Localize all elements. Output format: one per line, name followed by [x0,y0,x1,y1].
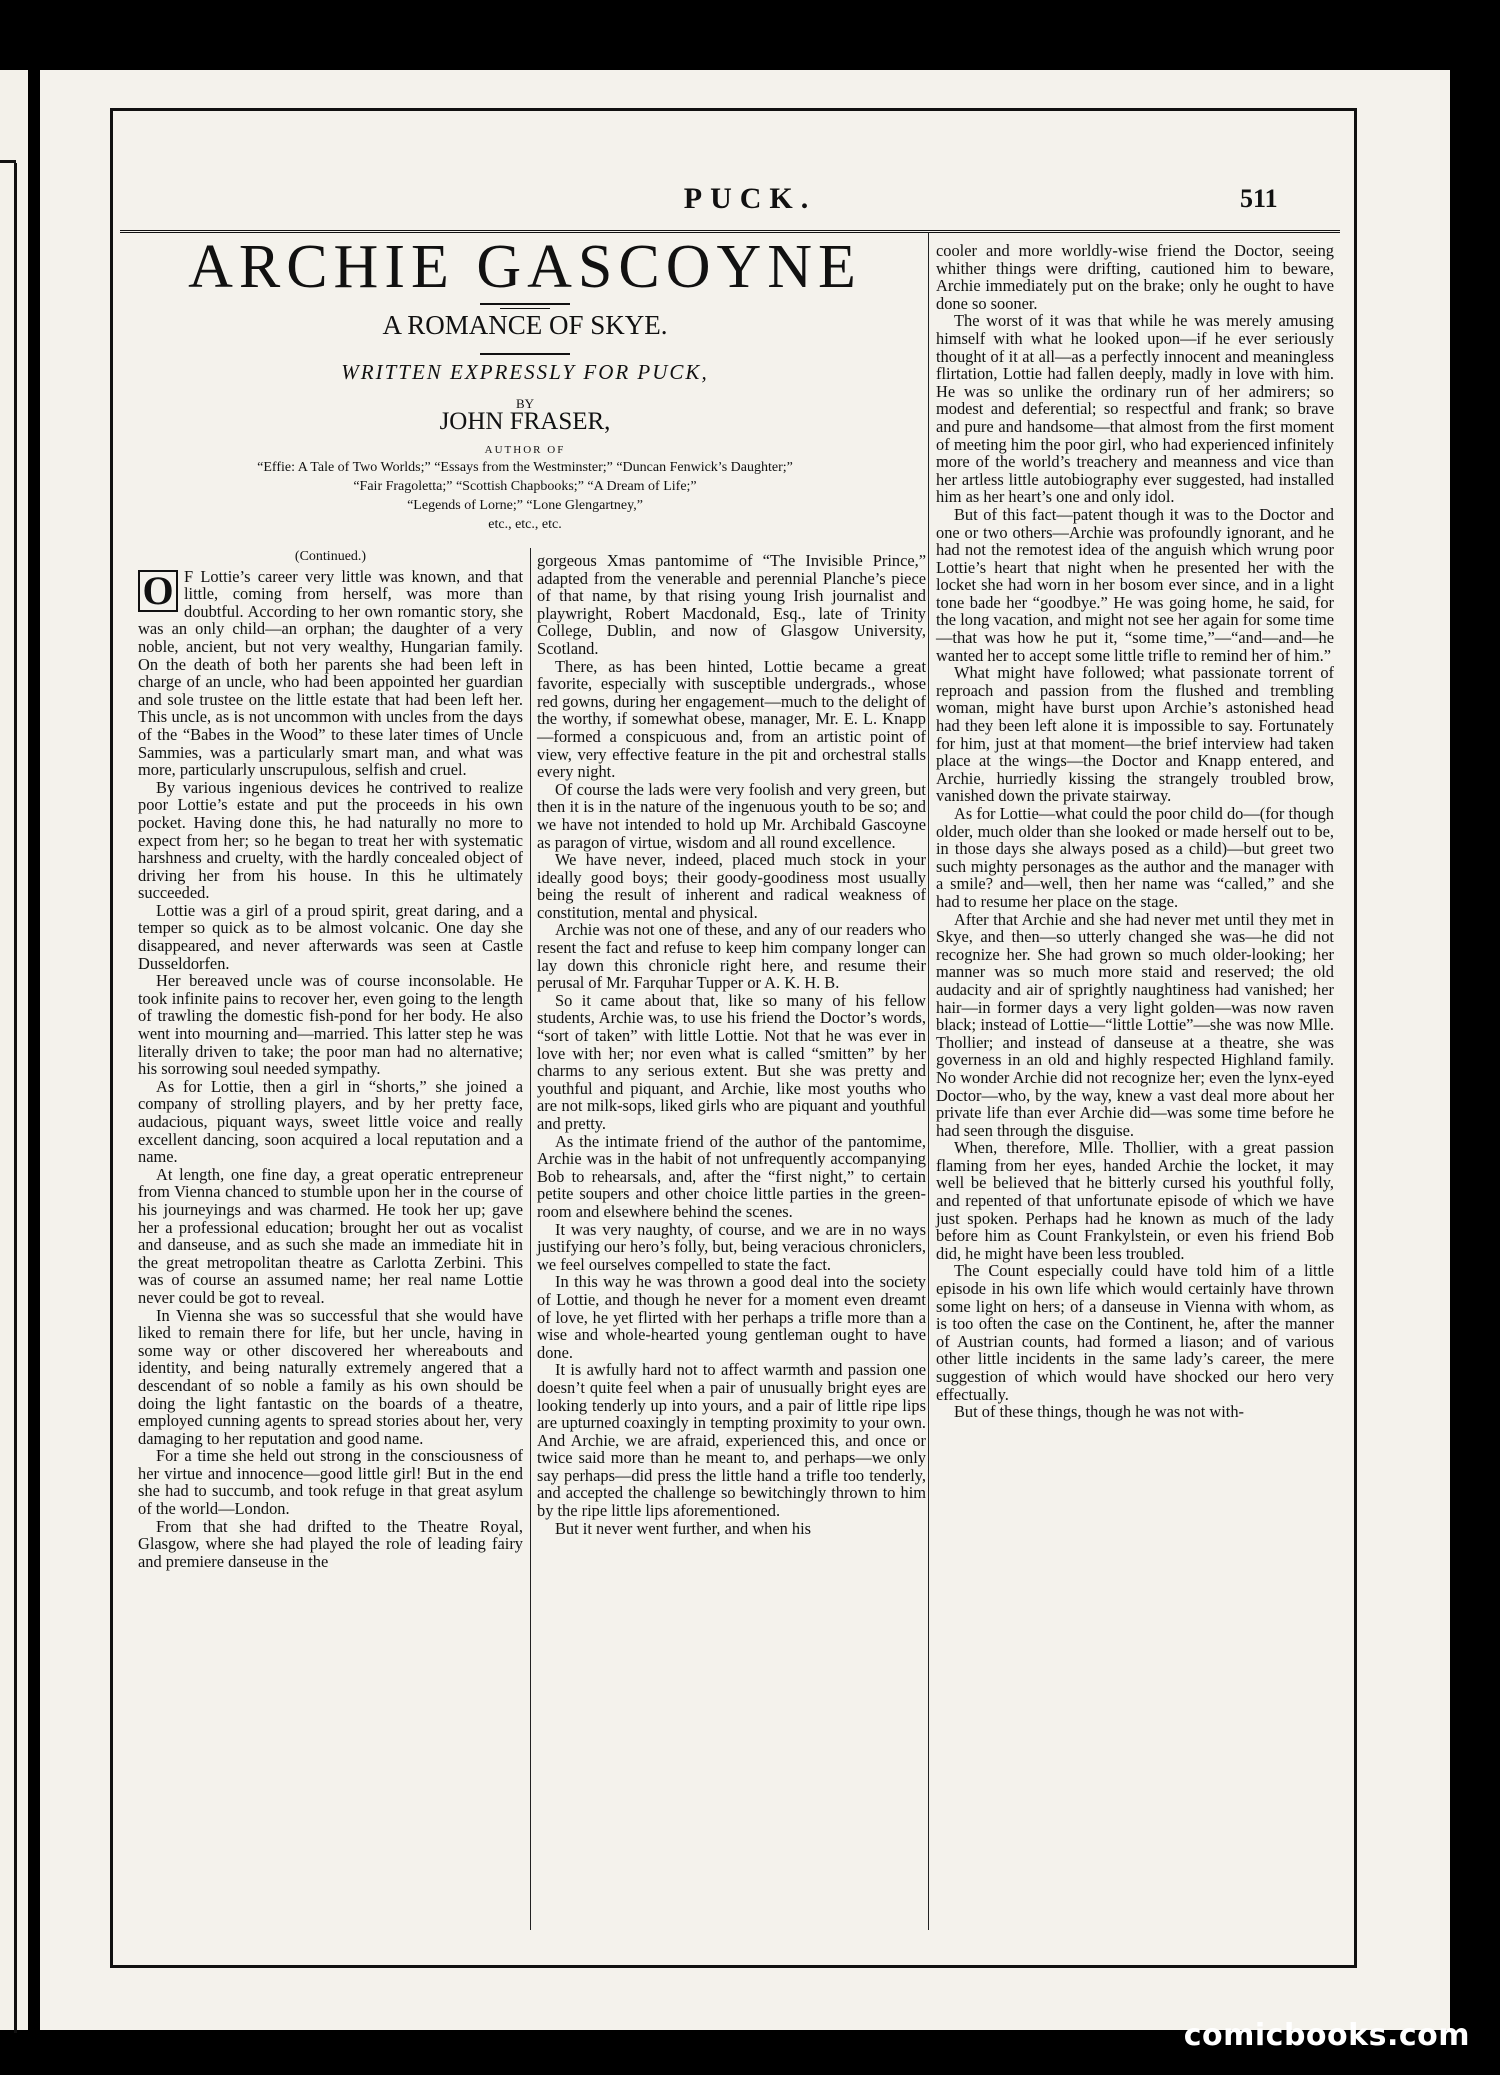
by-line: BY [515,396,535,411]
title-rule [480,303,570,305]
paragraph: After that Archie and she had never met until they met in Skye, and then—so utterly changed she was—he did not recognize her. She had grown so much older-looking; her manner was so much more staid and reserved; the old audacity and air of sprightly naughtiness had vanished; her hair—in former days a very light golden—was now raven black; instead of Lottie—“little Lottie”—she was now Mlle. Thollier; and instead of danseuse at a theatre, she was governess in an old and highly respected Highland family. No wonder Archie did not recognize her; even the lynx-eyed Doctor—who, by the way, knew a vast deal more about her private life than ever Archie did—was some time before he had seen through the disguise. [936,909,1334,1140]
paragraph: As for Lottie, then a girl in “shorts,” she joined a company of strolling players, and by her pretty face, audacious, piquant ways, sweet little voice and really excellent dancing, soon acquired a local reputation and a name. [138,1076,523,1167]
column-3 [936,242,1334,1421]
paragraph: What might have followed; what passionate torrent of reproach and passion from the flushed and trembling woman, might have burst upon Archie’s astonished head had they been left alone it is impossible to say. Fortunately for him, just at that moment—the brief interview had taken place at the wings—the Doctor and Knapp entered, and Archie, hurriedly kissing the strangely troubled brow, vanished down the private stairway. [936,663,1334,806]
paragraph-text: F Lottie’s career very little was known, and that little, coming from herself, was more than doubtful. According to her own romantic story, she was an only child—an orphan; the daughter of a very noble, ancient, but not very wealthy, Hungarian family. On the death of both her parents she had been left in charge of an uncle, who had been appointed her guardian and sole trustee on the little estate that had been left her. This uncle, as is not uncommon with uncles from the days of the “Babes in the Wood” to these later times of Uncle Sammies, was a particularly smart man, and what was more, particularly unscrupulous, selfish and cruel. [138,566,523,780]
works-line: “Legends of Lorne;” “Lone Glengartney,” [407,498,643,513]
author-works [130,458,920,534]
works-line: “Effie: A Tale of Two Worlds;” “Essays from the Westminster;” “Duncan Fenwick’s Daughter;” [257,460,793,475]
paragraph: So it came about that, like so many of his fellow students, Archie was, to use his friend the Doctor’s words, “sort of taken” with little Lottie. Not that he was ever in love with her; nor even what is called “smitten” by her charms to any serious extent. But she was pretty and youthful and piquant, and Archie, like most youths who are not milk-sops, liked girls who are piquant and youthful and pretty. [537,990,926,1133]
paragraph: cooler and more worldly-wise friend the Doctor, seeing whither things were drifting, cautioned him to beware, Archie immediately put on the brake; only he ought to have done so sooner. [936,241,1334,313]
paragraph: At length, one fine day, a great operatic entrepreneur from Vienna chanced to stumble upon her in the course of his journeyings and was charmed. He took her up; gave her a professional education; brought her out as vocalist and danseuse, and as such she made an immediate hit in the great metropolitan theatre as Carlotta Zerbini. This was of course an assumed name; her real name Lottie never could be got to reveal. [138,1164,523,1307]
paragraph: Archie was not one of these, and any of our readers who resent the fact and refuse to keep him company longer can lay down this chronicle right here, and resume their perusal of Mr. Farquhar Tupper or A. K. H. B. [537,920,926,993]
column-divider [928,232,929,1930]
paragraph: The Count especially could have told him of a little episode in his own life which would certainly have thrown some light on hers; of a danseuse in Vienna with whom, as is too often the case on the Continent, he, after the manner of Austrian counts, had formed a liason; and of various other little incidents in the same lady’s career, the mere suggestion of which would have shocked our hero very effectually. [936,1261,1334,1404]
paragraph: Lottie was a girl of a proud spirit, great daring, and a temper so quick as to be almost volcanic. One day she disappeared, and never afterwards was seen at Castle Dusseldorfen. [138,900,523,973]
page-number: 511 [1240,184,1278,213]
drop-cap: O [138,570,178,612]
paragraph: But of these things, though he was not with- [954,1402,1244,1422]
paragraph: It is awfully hard not to affect warmth and passion one doesn’t quite feel when a pair of unusually bright eyes are looking tenderly up into yours, and a pair of little ripe lips are upturned coaxingly in tempting proximity to your own. And Archie, we are afraid, experienced this, and once or twice said more than he meant to, and perhaps—we only say perhaps—did press the little hand a trifle too tenderly, and accepted the challenge so bewitchingly thrown to him by the ripe little lips aforementioned. [537,1360,926,1521]
column-divider [530,548,531,1930]
paragraph: gorgeous Xmas pantomime of “The Invisible Prince,” adapted from the venerable and perennial Planche’s piece of that name, by that rising young Irish journalist and playwright, Robert Macdonald, Esq., late of Trinity College, Dublin, and now of Glasgow University, Scotland. [537,551,926,658]
paragraph: From that she had drifted to the Theatre Royal, Glasgow, where she had played the role of leading fairy and premiere danseuse in the [138,1516,523,1571]
paragraph: The worst of it was that while he was merely amusing himself with what he looked upon—if he ever seriously thought of it at all—as a perfectly innocent and meaningless flirtation, Lottie had fallen deeply, madly in love with him. He was so unlike the ordinary run of her admirers; so modest and deferential; so respectful and frank; so brave and pure and handsome—that almost from the first moment of meeting him the poor girl, who had experienced infinitely more of the world’s treachery and meanness and vice than her artless little autobiography ever suggested, had installed him as her heart’s one and only idol. [936,311,1334,507]
paragraph: By various ingenious devices he contrived to realize poor Lottie’s estate and put the proceeds in his own pocket. Having done this, he had naturally no more to expect from her; so he began to treat her with systematic harshness and cruelty, with the hardly concealed object of driving her from his house. In this he ultimately succeeded. [138,777,523,903]
article-subtitle: A ROMANCE OF SKYE. [382,310,668,340]
article-title: ARCHIE GASCOYNE [188,233,862,301]
column-1 [138,548,523,1570]
paragraph: Of course the lads were very foolish and very green, but then it is in the nature of the ingenuous youth to be so; and we have not intended to hold up Mr. Archibald Gascoyne as paragon of virtue, wisdom and all round excellence. [537,779,926,852]
previous-page-edge [0,70,28,2030]
title-rule-short [500,308,550,309]
column-2 [537,552,926,1537]
subtitle-rule [480,353,570,355]
paragraph: It was very naughty, of course, and we are in no ways justifying our hero’s folly, but, being veracious chroniclers, we feel ourselves compelled to state the fact. [537,1219,926,1274]
paragraph: In this way he was thrown a good deal into the society of Lottie, and though he never for a moment even dreamt of love, he yet flirted with her perhaps a trifle more than a wise and whole-hearted young gentleman ought to have done. [537,1272,926,1362]
paragraph: In Vienna she was so successful that she would have liked to remain there for life, but her uncle, having in some way or other discovered her whereabouts and identity, and being naturally extremely angered that a descendant of so noble a family as his own should be doing the light fantastic on the boards of a theatre, employed cunning agents to spread stories about her, very damaging to her reputation and good name. [138,1305,523,1448]
author-of-label: AUTHOR OF [484,444,566,456]
continued-label: (Continued.) [294,549,367,564]
paragraph: As for Lottie—what could the poor child do—(for though older, much older than she looked or made herself out to be, in those days she always posed as a child)—but greet two such mighty personages as the author and the manager with a smile? and—well, then her name was “called,” and she had to resume her place on the stage. [936,804,1334,911]
works-line: etc., etc., etc. [488,517,562,532]
paragraph: But of this fact—patent though it was to the Doctor and one or two others—Archie was profoundly ignorant, and he had not the remotest idea of the anguish which wrung poor Lottie’s heart that night when he presented her with the locket she had worn in her bosom ever since, and in a light tone bade her “goodbye.” He was going home, he said, for the long vacation, and might not see her again for some time—that was how he put it, “some time,”—“and—and—he wanted her to accept some little trifle to remind her of him.” [936,504,1334,665]
paragraph [138,568,523,779]
watermark-text: comicbooks.com [1183,2018,1470,2053]
works-line: “Fair Fragoletta;” “Scottish Chapbooks;” “A Dream of Life;” [353,479,697,494]
paragraph: When, therefore, Mlle. Thollier, with a great passion flaming from her eyes, handed Archie the locket, it may well be believed that he bitterly cursed his youthful folly, and repented of that unfortunate episode of which we have just spoken. Perhaps had he known as much of the lady before him as Count Frankylstein, or even his friend Bob did, he might have been less troubled. [936,1138,1334,1263]
paragraph: We have never, indeed, placed much stock in your ideally good boys; their goody-goodiness most usually being the result of inherent and radical weakness of constitution, mental and physical. [537,850,926,922]
written-for-line: WRITTEN EXPRESSLY FOR PUCK, [341,360,709,384]
masthead: PUCK. [683,182,817,215]
paragraph: Her bereaved uncle was of course inconsolable. He took infinite pains to recover her, even going to the length of trawling the domestic fish-pond for her body. He also went into mourning and—married. This latter step he was literally driven to take; the poor man had no alternative; his sorrowing soul needed sympathy. [138,971,523,1079]
author-name: JOHN FRASER, [439,408,611,435]
previous-page-border [14,163,17,2033]
paragraph: For a time she held out strong in the consciousness of her virtue and innocence—good little girl! But in the end she had to succumb, and took refuge in that great asylum of the world—London. [138,1446,523,1519]
paragraph: But it never went further, and when his [555,1518,812,1538]
paragraph: There, as has been hinted, Lottie became a great favorite, especially with susceptible undergrads., whose red gowns, during her engagement—much to the delight of the worthy, if somewhat obese, manager, Mr. E. L. Knapp—formed a conspicuous and, from an artistic point of view, very effective feature in the pit and orchestral stalls every night. [537,656,926,782]
paragraph: As the intimate friend of the author of the pantomime, Archie was in the habit of not unfrequently accompanying Bob to rehearsals, and, after the “first night,” to certain petite soupers and other choice little parties in the green-room and elsewhere behind the scenes. [537,1131,926,1221]
